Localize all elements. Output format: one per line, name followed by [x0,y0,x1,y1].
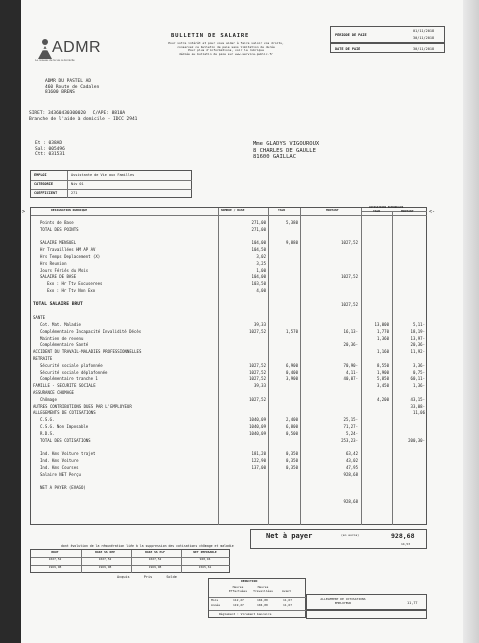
row-label: Complémentaire Incapacité Invalidité Décès [40,328,142,334]
table-row [30,478,427,485]
row-montant: 1027,52 [341,274,358,280]
admr-logo [35,38,105,64]
deduction-value: 11,67 [283,598,293,602]
row-ptaux: 1,160 [376,349,389,355]
table-row [30,417,427,424]
table-row [30,363,427,370]
row-label: Exo : Hr Ttv Excuserees [47,281,103,287]
header-montant: MONTANT [326,208,339,212]
table-row [30,342,427,349]
job-label-categorie: CATEGORIE [34,182,53,186]
legal-notice-line: Pour plus d'informations, voir la rubrique [188,48,264,52]
table-row [30,220,427,227]
row-pmontant: 0,75- [412,369,425,375]
employee-street: 8 CHARLES DE GAULLE [253,147,316,154]
employer-siret: SIRET: 34360430300020 [29,111,86,116]
deduction-row-label: Année [211,603,221,607]
job-label-coefficient: COEFFICIENT [34,191,58,195]
row-label: SALAIRE DE BASE [40,274,77,280]
table-row [30,349,427,356]
row-ptaux: 4,200 [376,396,389,402]
table-row [30,247,427,254]
employer-name: ADMR DU PASTEL AD [45,79,92,84]
row-pmontant: 13,97- [410,335,425,341]
pay-period-box [330,26,445,43]
row-pmontant: 60,11- [410,376,425,382]
deduction-sub-effectuees: Heures Effectuées [228,585,248,593]
table-row [30,438,427,445]
row-label: Salaire NET Perçu [40,471,81,477]
row-ptaux: 13,000 [374,322,389,327]
row-nombre: 104,50 [251,247,266,253]
row-label: NET A PAYER (EVAGO) [40,485,86,491]
employee-ids [35,141,65,158]
row-montant: 253,23- [341,437,358,443]
deduction-value: 11,67 [283,603,293,607]
row-label: RETRAITE [33,356,53,361]
establishment-id: Et : 038AD [35,141,63,146]
table-row [30,410,427,417]
row-nombre: 1040,09 [249,417,266,423]
row-montant: 20,36- [343,342,358,348]
pay-date-label: DATE DE PAIE [335,47,361,51]
employer-relief-value: 11,77 [407,601,418,605]
row-montant: 40,07- [343,376,358,382]
table-row [30,240,427,247]
summary-month-value: 1027,52 [48,557,62,561]
deduction-value: 119,27 [233,603,244,607]
row-nombre: 122,90 [251,458,266,463]
table-row [30,315,427,322]
row-montant: 5,24- [345,430,358,436]
table-row [30,356,427,363]
pay-period-label: PERIODE DE PAIE [335,33,367,37]
conges-headers [117,575,177,579]
deduction-value: 104,00 [257,598,268,602]
row-taux: 0,350 [285,458,298,463]
row-ptaux: 1,770 [376,328,389,334]
row-label: Hrs Temps Deplacement (X) [40,254,101,259]
row-label: SANTE [33,315,46,321]
row-label: C.S.G. Non Imposable [40,424,89,429]
row-nombre: 39,33 [253,383,266,389]
row-label: Ind. Kms Voiture [40,458,79,463]
row-label: Sécurité sociale déplafonnée [40,369,108,375]
summary-year-value: 1969,98 [48,565,62,569]
net-evolution-note: dont évolution de la rémunération liée à la suppression des cotisations chômage et maladie [61,544,234,548]
net-evolution-value: 14,53 [401,542,411,546]
conges-pris: Pris [143,575,153,579]
net-to-pay-box [250,529,427,549]
table-row [30,472,427,479]
summary-year-value: 1565,61 [198,565,212,569]
row-ptaux: 1,360 [376,335,389,341]
row-label: FAMILLE - SECURITE SOCIALE [33,383,96,389]
deduction-box [208,578,306,618]
table-row [30,288,427,295]
row-taux: 0,500 [285,430,298,436]
row-nombre: 1027,52 [249,376,266,382]
row-taux: 0,350 [285,451,298,457]
table-row [30,404,427,411]
net-to-pay-amount: 928,68 [391,532,415,540]
deduction-sub-travaillees: Heures Travaillées [253,585,273,593]
deduction-sub-avant: Avant [282,589,292,593]
summary-month-value: 1027,52 [98,557,112,561]
row-taux: 5,380 [285,220,298,225]
table-row [30,308,427,315]
pay-period-from: 01/11/2018 [413,29,435,33]
header-cotisations-patronales: COTISATIONS PATRONALES [369,206,404,209]
row-nombre: 103,50 [251,281,266,287]
table-row [30,451,427,458]
table-row [30,227,427,234]
net-currency: (en euros) [341,533,360,537]
deduction-value: 112,27 [233,598,244,602]
row-montant: 16,13- [343,328,358,334]
table-row [30,370,427,377]
row-pmontant: 11,06 [412,410,425,416]
total-employer-box [306,610,427,619]
row-nombre: 3,02 [256,254,266,259]
conges-solde: Solde [166,575,177,579]
header-designation: DESIGNATION RUBRIQUE [51,208,88,212]
employee-address [253,141,319,161]
row-nombre: 1,00 [256,267,266,273]
summary-month-value: 1027,52 [148,557,162,561]
row-label: AUTRES CONTRIBUTIONS DUES PAR L'EMPLOYEUR [33,403,132,409]
employer-city: 81600 BRENS [45,90,75,95]
row-ptaux: 8,550 [376,362,389,368]
row-label: C.S.G. [40,417,55,423]
row-taux: 0,350 [285,464,298,470]
legal-notice-line: conservez ce bulletin de paie sans limitation de durée [177,44,275,49]
row-taux: 6,800 [285,424,298,429]
summary-month-value: 928,94 [199,557,211,561]
row-nombre: 1027,52 [249,328,266,334]
row-nombre: 271,00 [251,226,266,232]
table-row [30,397,427,404]
row-ptaux: 1,900 [376,369,389,375]
row-pmontant: 3,36- [412,362,425,368]
table-row [30,458,427,465]
pay-date-box [330,43,445,53]
row-label: Chômage [40,396,57,402]
job-value-coefficient: 271 [71,191,78,195]
legal-notice-line: Pour votre intérêt et pour vous aider à faire valoir vos droits, [168,41,284,45]
table-row [30,492,427,499]
row-ptaux: 5,850 [376,376,389,382]
net-to-pay-label: Net à payer [266,532,313,540]
employee-number: Sal: 005496 [35,146,65,152]
pay-period-to: 30/11/2018 [413,36,435,40]
table-row [30,424,427,431]
row-pmontant: 18,19- [410,328,425,334]
employer-relief-label: ALLEGEMENT DE COTISATIONS EMPLOYEUR [320,597,366,605]
job-value-categorie: Niv 01 [71,182,84,186]
employer-branch: Branche de l'aide à domicile - IDCC 2941 [29,116,138,122]
row-montant: 928,68 [343,498,358,504]
legal-notice-line: dédiée au bulletin de paie sur www.service-public.fr [179,51,273,56]
cumulative-values [30,549,230,573]
row-nombre: 271,00 [251,220,266,225]
row-taux: 1,570 [285,328,298,334]
row-label: Jours Fériés du Mois [40,267,89,273]
table-row [30,268,427,275]
logo-tagline: Le réseau de la vie à domicile [35,58,75,62]
employer-ape: C/APE: 8810A [92,111,126,116]
row-label: Exo : Hr Ttv Non Exo [47,288,96,293]
table-row [30,295,427,302]
employer-ids [29,111,137,122]
row-nombre: 1040,09 [249,430,266,436]
right-arrow-marker: <- [429,209,436,215]
table-row [30,383,427,390]
table-row [30,322,427,329]
legal-notice [151,42,301,56]
employee-name: Mme GLADYS VIGOUROUX [253,141,320,147]
row-montant: 47,95 [345,464,358,470]
row-ptaux: 3,450 [376,383,389,389]
employer-street: 460 Route de Cadalen [45,84,100,90]
row-nombre: 1027,52 [249,369,266,375]
row-montant: 63,42 [345,451,358,457]
row-nombre: 104,00 [251,274,266,280]
row-pmontant: 20,36- [410,342,425,348]
row-nombre: 3,25 [256,260,266,266]
row-taux: 6,900 [285,362,298,368]
row-nombre: 137,00 [251,464,266,470]
job-value-emploi: Assistante de Vie aux Familles [71,173,135,177]
summary-header: BASE SS PLF [145,550,165,554]
table-row [30,465,427,472]
row-label: Maintien de revenu [40,335,84,341]
summary-header: NET IMPOSABLE [193,550,217,554]
row-nombre: 1027,52 [249,362,266,368]
row-taux: 9,880 [285,240,298,246]
row-nombre: 39,33 [253,322,266,327]
job-info-box [30,170,192,198]
row-label: Ind. Kms Courses [40,464,79,470]
row-nombre: 181,20 [251,451,266,457]
row-label: Hr Travaillées HM AP AV [40,247,96,253]
employer-relief-box [306,594,427,610]
table-row [30,254,427,261]
deduction-title: DEDUCTION [241,579,258,583]
summary-year-value: 1969,98 [98,565,112,569]
row-pmontant: 5,11- [412,322,425,327]
row-nombre: 104,00 [251,240,266,246]
row-pmontant: 200,30- [408,437,425,443]
table-row [30,274,427,281]
table-row [30,302,427,309]
left-arrow-marker: -> [19,209,26,215]
row-label: Cot. Mat. Maladie [40,322,81,327]
table-row [30,390,427,397]
table-row [30,485,427,492]
row-taux: 3,900 [285,376,298,382]
table-row [30,329,427,336]
row-nombre: 1040,09 [249,424,266,429]
summary-header: BRUT [51,550,59,554]
logo-text: ADMR [52,39,102,56]
deduction-row-label: Mois [211,598,219,602]
row-pmontant: 11,92- [410,349,425,355]
row-montant: 70,90- [343,362,358,368]
row-label: ALLEGEMENTS DE COTISATIONS [33,410,96,416]
table-row [30,431,427,438]
deduction-value: 104,00 [257,603,268,607]
row-label: Hrs Reunion [40,260,67,266]
table-row [30,376,427,383]
summary-header: BASE SS DEP [95,550,115,554]
document-title: BULLETIN DE SALAIRE [171,33,250,39]
conges-acquis: Acquis [117,575,130,579]
row-taux: 0,400 [285,369,298,375]
contract-number: Ctt: 031531 [35,152,65,157]
row-label: SALAIRE MENSUEL [40,240,77,246]
row-taux: 2,400 [285,417,298,423]
employer-block [45,79,99,96]
row-label: ASSURANCE CHOMAGE [33,390,74,395]
row-label: TOTAL DES COTISATIONS [40,437,91,443]
row-montant: 4,11- [345,369,358,375]
page-stack-edge [461,0,479,643]
row-montant: 1027,52 [341,240,358,246]
row-montant: 71,27- [343,424,358,429]
row-label: Complémentaire Santé [40,342,89,348]
row-label: TOTAL SALAIRE BRUT [33,301,83,307]
pay-date-value: 30/11/2018 [413,47,435,51]
row-pmontant: 33,08- [410,403,425,409]
table-row [30,444,427,451]
header-patronal-taux: TAUX [373,209,381,213]
row-label: ACCIDENT DU TRAVAIL-MALADIES PROFESSIONNELLES [33,349,142,355]
header-taux: TAUX [278,208,286,212]
row-label: Complémentaire tranche 1 [40,376,98,382]
row-label: Points de Base [40,220,74,225]
row-label: Sécurité sociale plafonnée [40,362,103,368]
row-nombre: 4,00 [256,288,266,293]
row-pmontant: 43,15- [410,396,425,402]
row-nombre: 1027,52 [249,396,266,402]
table-row [30,499,427,506]
header-nombre-base: NOMBRE / BASE [221,208,245,212]
row-montant: 43,02 [345,458,358,463]
payslip-document [21,0,463,643]
table-row [30,281,427,288]
table-row [30,234,427,241]
row-label: R.D.S. [40,430,55,436]
row-montant: 928,68 [343,471,358,477]
row-montant: 25,15- [343,417,358,423]
employee-city: 81600 GAILLAC [253,154,297,160]
table-row [30,261,427,268]
table-row [30,336,427,343]
job-label-emploi: EMPLOI [34,173,47,177]
summary-year-value: 1969,98 [148,565,162,569]
header-patronal-montant: MONTANT [401,209,414,213]
row-label: Ind. Kms Voiture trajet [40,451,96,457]
row-montant: 1027,52 [341,301,358,307]
payment-method: Règlement : Virement bancaire [219,612,272,616]
row-pmontant: 1,36- [412,383,425,389]
row-label: TOTAL DES POINTS [40,226,79,232]
